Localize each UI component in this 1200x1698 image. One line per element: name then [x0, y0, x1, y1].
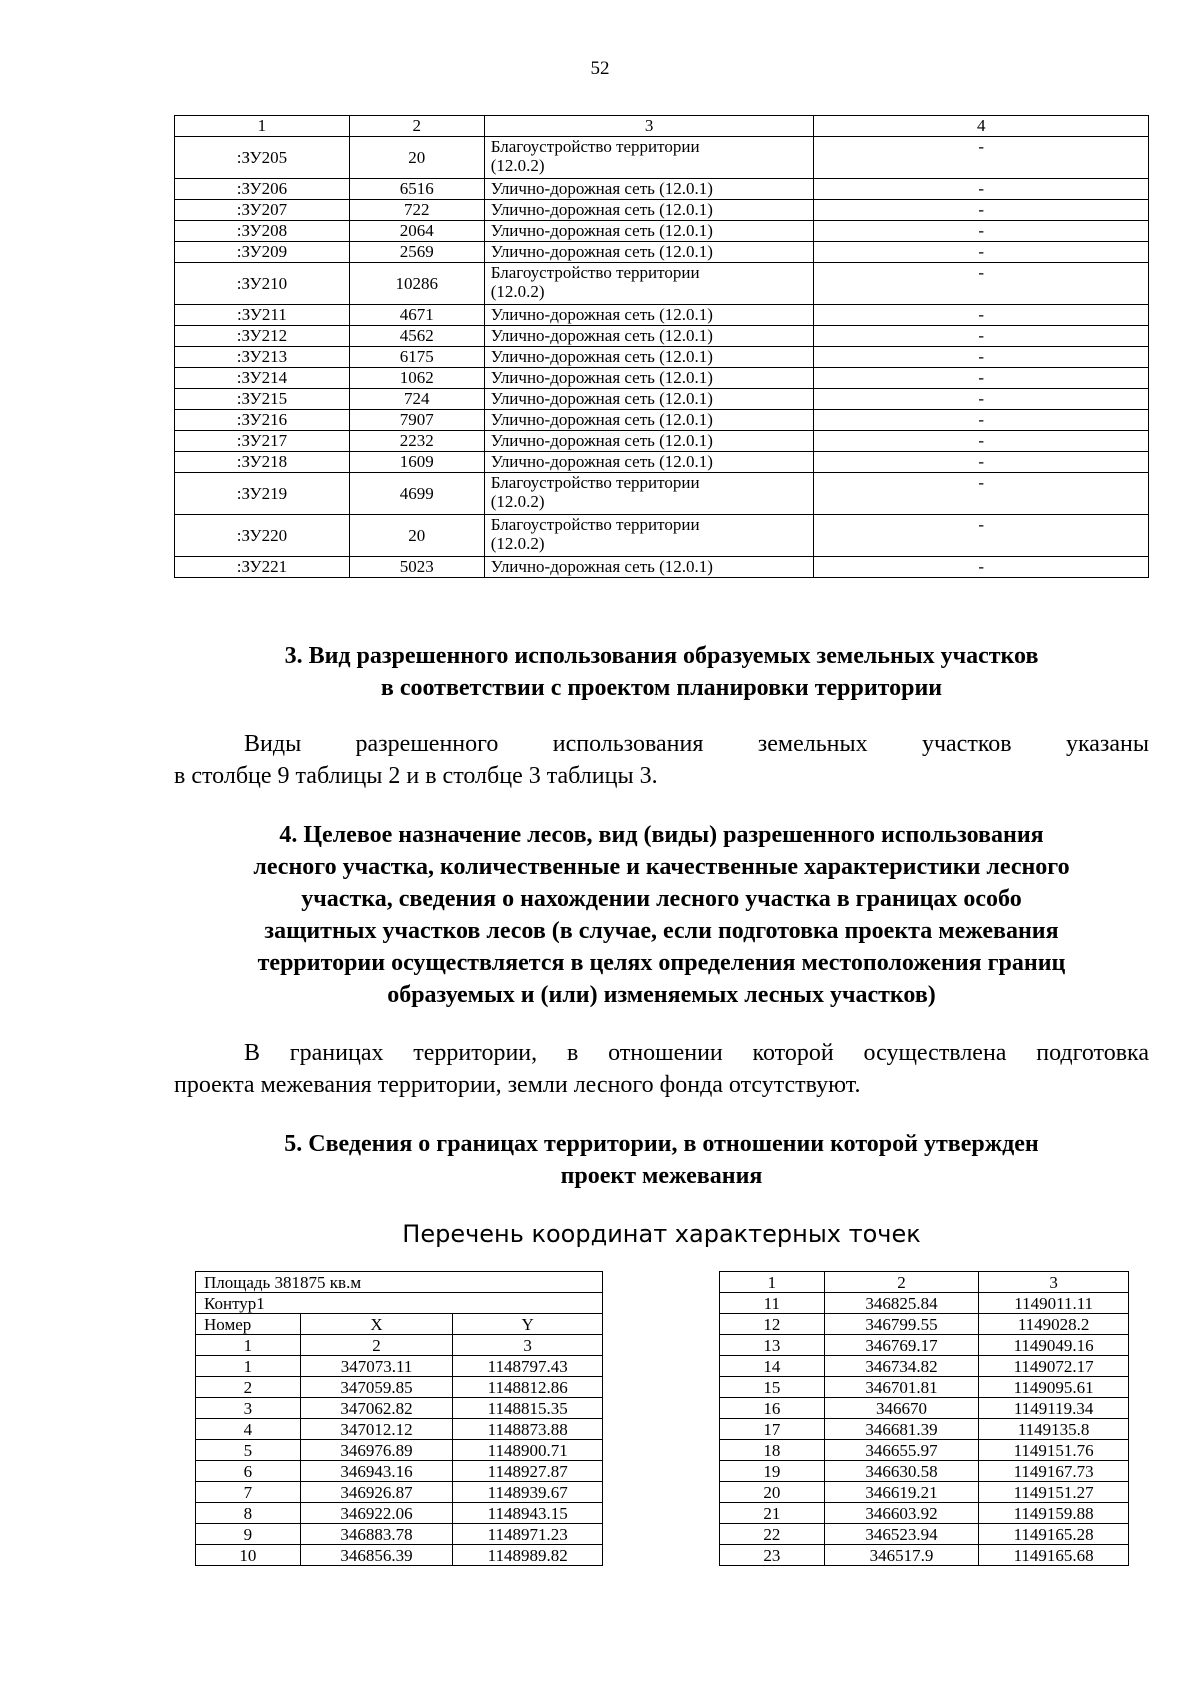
coordinate-row: [720, 1440, 1129, 1461]
table-row: [175, 389, 1149, 410]
coordinate-row: [196, 1398, 603, 1419]
table-row: [175, 347, 1149, 368]
col4-cell: -: [814, 515, 1149, 557]
plot-id-cell: :ЗУ220: [175, 515, 350, 557]
column-number-row: [196, 1335, 603, 1356]
plot-area-cell: 1609: [349, 452, 484, 473]
x-coordinate-cell: 346825.84: [824, 1293, 979, 1314]
permitted-use-line: Благоустройство территории: [490, 263, 700, 282]
permitted-use-cell: [484, 515, 814, 557]
coordinate-row: [720, 1356, 1129, 1377]
point-number-cell: 14: [720, 1356, 825, 1377]
heading-line: проект межевания: [560, 1163, 763, 1189]
column-number: 3: [453, 1335, 603, 1356]
x-coordinate-cell: 346670: [824, 1398, 979, 1419]
permitted-use-line: Улично-дорожная сеть (12.0.1): [490, 557, 713, 576]
plot-id-cell: :ЗУ214: [175, 368, 350, 389]
permitted-use-cell: [484, 200, 814, 221]
x-coordinate-cell: 346701.81: [824, 1377, 979, 1398]
plot-id-cell: :ЗУ221: [175, 557, 350, 578]
y-coordinate-cell: 1148939.67: [453, 1482, 603, 1503]
x-coordinate-cell: 346734.82: [824, 1356, 979, 1377]
point-number-cell: 16: [720, 1398, 825, 1419]
point-number-cell: 1: [196, 1356, 301, 1377]
column-label: Номер: [196, 1314, 301, 1335]
y-coordinate-cell: 1148943.15: [453, 1503, 603, 1524]
plot-id-cell: :ЗУ215: [175, 389, 350, 410]
y-coordinate-cell: 1149151.27: [979, 1482, 1129, 1503]
heading-line: образуемых и (или) изменяемых лесных участков): [387, 982, 936, 1008]
coordinate-row: [720, 1377, 1129, 1398]
x-coordinate-cell: 346976.89: [300, 1440, 453, 1461]
column-label-row: [196, 1314, 603, 1335]
permitted-use-line: Благоустройство территории: [490, 515, 700, 534]
table-row: [175, 326, 1149, 347]
table-row: [175, 179, 1149, 200]
permitted-use-line: (12.0.2): [490, 282, 545, 301]
point-number-cell: 3: [196, 1398, 301, 1419]
coordinate-row: [196, 1482, 603, 1503]
permitted-use-cell: [484, 473, 814, 515]
paragraph-line: в столбце 9 таблицы 2 и в столбце 3 таблицы 3.: [174, 763, 658, 789]
plot-area-cell: 4699: [349, 473, 484, 515]
col4-cell: -: [814, 452, 1149, 473]
permitted-use-cell: [484, 221, 814, 242]
plot-area-cell: 2569: [349, 242, 484, 263]
y-coordinate-cell: 1148971.23: [453, 1524, 603, 1545]
y-coordinate-cell: 1149159.88: [979, 1503, 1129, 1524]
table-row: [175, 410, 1149, 431]
y-coordinate-cell: 1148812.86: [453, 1377, 603, 1398]
x-coordinate-cell: 346517.9: [824, 1545, 979, 1566]
point-number-cell: 17: [720, 1419, 825, 1440]
x-coordinate-cell: 347073.11: [300, 1356, 453, 1377]
plot-id-cell: :ЗУ219: [175, 473, 350, 515]
coordinate-row: [720, 1482, 1129, 1503]
section3-paragraph: [174, 728, 1149, 792]
heading-line: 5. Сведения о границах территории, в отношении которой утвержден: [284, 1131, 1039, 1157]
permitted-use-cell: [484, 452, 814, 473]
point-number-cell: 18: [720, 1440, 825, 1461]
permitted-use-line: Улично-дорожная сеть (12.0.1): [490, 179, 713, 198]
point-number-cell: 6: [196, 1461, 301, 1482]
x-coordinate-cell: 346856.39: [300, 1545, 453, 1566]
x-coordinate-cell: 346926.87: [300, 1482, 453, 1503]
y-coordinate-cell: 1149135.8: [979, 1419, 1129, 1440]
column-number: 1: [720, 1272, 825, 1293]
heading-line: участка, сведения о нахождении лесного участка в границах особо: [301, 886, 1022, 912]
permitted-use-cell: [484, 263, 814, 305]
heading-line: 4. Целевое назначение лесов, вид (виды) разрешенного использования: [279, 822, 1044, 848]
y-coordinate-cell: 1149011.11: [979, 1293, 1129, 1314]
col4-cell: -: [814, 242, 1149, 263]
plot-area-cell: 724: [349, 389, 484, 410]
page-number: 52: [590, 58, 610, 79]
plot-id-cell: :ЗУ217: [175, 431, 350, 452]
plot-area-cell: 20: [349, 515, 484, 557]
col4-cell: -: [814, 557, 1149, 578]
y-coordinate-cell: 1148900.71: [453, 1440, 603, 1461]
x-coordinate-cell: 346883.78: [300, 1524, 453, 1545]
column-number: 2: [824, 1272, 979, 1293]
contour-label: Контур1: [196, 1293, 603, 1314]
point-number-cell: 22: [720, 1524, 825, 1545]
y-coordinate-cell: 1149095.61: [979, 1377, 1129, 1398]
permitted-use-cell: [484, 368, 814, 389]
y-coordinate-cell: 1149167.73: [979, 1461, 1129, 1482]
section5-heading: [174, 1128, 1149, 1192]
permitted-use-line: Улично-дорожная сеть (12.0.1): [490, 326, 713, 345]
point-number-cell: 13: [720, 1335, 825, 1356]
point-number-cell: 8: [196, 1503, 301, 1524]
table-row: [175, 557, 1149, 578]
plot-area-cell: 2232: [349, 431, 484, 452]
y-coordinate-cell: 1148873.88: [453, 1419, 603, 1440]
x-coordinate-cell: 346655.97: [824, 1440, 979, 1461]
col4-cell: -: [814, 473, 1149, 515]
point-number-cell: 4: [196, 1419, 301, 1440]
column-number-row: [720, 1272, 1129, 1293]
x-coordinate-cell: 347062.82: [300, 1398, 453, 1419]
x-coordinate-cell: 346922.06: [300, 1503, 453, 1524]
x-coordinate-cell: 346769.17: [824, 1335, 979, 1356]
x-coordinate-cell: 346799.55: [824, 1314, 979, 1335]
section4-heading: [174, 819, 1149, 1011]
y-coordinate-cell: 1149028.2: [979, 1314, 1129, 1335]
table-row: [175, 305, 1149, 326]
plot-area-cell: 2064: [349, 221, 484, 242]
plot-id-cell: :ЗУ211: [175, 305, 350, 326]
col4-cell: -: [814, 179, 1149, 200]
column-number: 3: [979, 1272, 1129, 1293]
table-row: [175, 515, 1149, 557]
coordinate-row: [720, 1524, 1129, 1545]
header-cell: 4: [814, 116, 1149, 137]
paragraph-line: проекта межевания территории, земли лесного фонда отсутствуют.: [174, 1072, 861, 1098]
table-row: [175, 263, 1149, 305]
plot-id-cell: :ЗУ216: [175, 410, 350, 431]
header-cell: 2: [349, 116, 484, 137]
column-label: Y: [453, 1314, 603, 1335]
point-number-cell: 19: [720, 1461, 825, 1482]
col4-cell: -: [814, 389, 1149, 410]
section4-paragraph: [174, 1037, 1149, 1101]
point-number-cell: 12: [720, 1314, 825, 1335]
plot-area-cell: 4671: [349, 305, 484, 326]
plot-id-cell: :ЗУ210: [175, 263, 350, 305]
permitted-use-line: Улично-дорожная сеть (12.0.1): [490, 431, 713, 450]
heading-line: 3. Вид разрешенного использования образуемых земельных участков: [284, 643, 1039, 669]
permitted-use-cell: [484, 179, 814, 200]
column-label: X: [300, 1314, 453, 1335]
permitted-use-line: Улично-дорожная сеть (12.0.1): [490, 368, 713, 387]
section3-heading: [174, 640, 1149, 704]
permitted-use-line: (12.0.2): [490, 156, 545, 175]
point-number-cell: 15: [720, 1377, 825, 1398]
paragraph-line: В границах территории, в отношении которой осуществлена подготовка: [244, 1040, 1149, 1066]
permitted-use-line: Улично-дорожная сеть (12.0.1): [490, 347, 713, 366]
y-coordinate-cell: 1148927.87: [453, 1461, 603, 1482]
plot-id-cell: :ЗУ207: [175, 200, 350, 221]
coordinate-row: [196, 1356, 603, 1377]
coordinate-row: [720, 1314, 1129, 1335]
x-coordinate-cell: 346630.58: [824, 1461, 979, 1482]
col4-cell: -: [814, 263, 1149, 305]
y-coordinate-cell: 1149151.76: [979, 1440, 1129, 1461]
permitted-use-cell: [484, 305, 814, 326]
permitted-use-line: Улично-дорожная сеть (12.0.1): [490, 221, 713, 240]
plot-id-cell: :ЗУ209: [175, 242, 350, 263]
y-coordinate-cell: 1148797.43: [453, 1356, 603, 1377]
table-row: [175, 137, 1149, 179]
coordinate-row: [196, 1545, 603, 1566]
plot-area-cell: 5023: [349, 557, 484, 578]
heading-line: защитных участков лесов (в случае, если подготовка проекта межевания: [264, 918, 1059, 944]
col4-cell: -: [814, 137, 1149, 179]
y-coordinate-cell: 1149072.17: [979, 1356, 1129, 1377]
y-coordinate-cell: 1148815.35: [453, 1398, 603, 1419]
y-coordinate-cell: 1149165.28: [979, 1524, 1129, 1545]
x-coordinate-cell: 347012.12: [300, 1419, 453, 1440]
table-row: [175, 368, 1149, 389]
land-plots-table: [174, 115, 1149, 578]
permitted-use-cell: [484, 410, 814, 431]
coordinates-table-left: [195, 1271, 603, 1566]
permitted-use-line: Улично-дорожная сеть (12.0.1): [490, 452, 713, 471]
plot-area-cell: 6175: [349, 347, 484, 368]
point-number-cell: 5: [196, 1440, 301, 1461]
coordinate-row: [720, 1293, 1129, 1314]
coordinate-row: [720, 1398, 1129, 1419]
permitted-use-line: Улично-дорожная сеть (12.0.1): [490, 200, 713, 219]
permitted-use-cell: [484, 347, 814, 368]
header-cell: 1: [175, 116, 350, 137]
col4-cell: -: [814, 347, 1149, 368]
col4-cell: -: [814, 221, 1149, 242]
x-coordinate-cell: 347059.85: [300, 1377, 453, 1398]
plot-area-cell: 7907: [349, 410, 484, 431]
col4-cell: -: [814, 410, 1149, 431]
plot-id-cell: :ЗУ213: [175, 347, 350, 368]
table-row: [175, 431, 1149, 452]
header-cell: 3: [484, 116, 814, 137]
heading-line: в соответствии с проектом планировки территории: [380, 675, 943, 701]
point-number-cell: 2: [196, 1377, 301, 1398]
table-header-row: [175, 116, 1149, 137]
permitted-use-line: Улично-дорожная сеть (12.0.1): [490, 389, 713, 408]
coordinate-row: [196, 1377, 603, 1398]
coordinate-row: [720, 1335, 1129, 1356]
coordinate-row: [196, 1524, 603, 1545]
coordinates-caption: Перечень координат характерных точек: [402, 1220, 921, 1248]
table-row: [175, 221, 1149, 242]
plot-area-cell: 4562: [349, 326, 484, 347]
x-coordinate-cell: 346943.16: [300, 1461, 453, 1482]
col4-cell: -: [814, 200, 1149, 221]
point-number-cell: 21: [720, 1503, 825, 1524]
paragraph-line: Виды разрешенного использования земельных участков указаны: [244, 731, 1149, 757]
coordinates-table-right: [719, 1271, 1129, 1566]
column-number: 1: [196, 1335, 301, 1356]
col4-cell: -: [814, 305, 1149, 326]
coordinate-row: [720, 1503, 1129, 1524]
permitted-use-cell: [484, 389, 814, 410]
heading-line: территории осуществляется в целях определения местоположения границ: [257, 950, 1066, 976]
x-coordinate-cell: 346603.92: [824, 1503, 979, 1524]
coordinate-row: [196, 1440, 603, 1461]
plot-area-cell: 10286: [349, 263, 484, 305]
table-row: [175, 452, 1149, 473]
permitted-use-line: Улично-дорожная сеть (12.0.1): [490, 242, 713, 261]
plot-area-cell: 722: [349, 200, 484, 221]
coordinate-row: [196, 1503, 603, 1524]
permitted-use-cell: [484, 557, 814, 578]
permitted-use-cell: [484, 242, 814, 263]
plot-id-cell: :ЗУ212: [175, 326, 350, 347]
permitted-use-line: Улично-дорожная сеть (12.0.1): [490, 410, 713, 429]
plot-area-cell: 20: [349, 137, 484, 179]
y-coordinate-cell: 1149165.68: [979, 1545, 1129, 1566]
y-coordinate-cell: 1149049.16: [979, 1335, 1129, 1356]
point-number-cell: 10: [196, 1545, 301, 1566]
plot-id-cell: :ЗУ205: [175, 137, 350, 179]
plot-area-cell: 6516: [349, 179, 484, 200]
coordinate-row: [720, 1419, 1129, 1440]
permitted-use-cell: [484, 137, 814, 179]
permitted-use-line: Благоустройство территории: [490, 473, 700, 492]
y-coordinate-cell: 1149119.34: [979, 1398, 1129, 1419]
coordinate-row: [720, 1545, 1129, 1566]
coordinate-row: [196, 1419, 603, 1440]
table-row: [175, 242, 1149, 263]
permitted-use-line: Благоустройство территории: [490, 137, 700, 156]
point-number-cell: 23: [720, 1545, 825, 1566]
col4-cell: -: [814, 431, 1149, 452]
area-row: [196, 1272, 603, 1293]
column-number: 2: [300, 1335, 453, 1356]
point-number-cell: 9: [196, 1524, 301, 1545]
heading-line: лесного участка, количественные и качественные характеристики лесного: [253, 854, 1070, 880]
plot-id-cell: :ЗУ206: [175, 179, 350, 200]
point-number-cell: 20: [720, 1482, 825, 1503]
permitted-use-line: (12.0.2): [490, 492, 545, 511]
col4-cell: -: [814, 326, 1149, 347]
contour-row: [196, 1293, 603, 1314]
table-row: [175, 473, 1149, 515]
table-row: [175, 200, 1149, 221]
x-coordinate-cell: 346681.39: [824, 1419, 979, 1440]
permitted-use-line: (12.0.2): [490, 534, 545, 553]
permitted-use-cell: [484, 431, 814, 452]
y-coordinate-cell: 1148989.82: [453, 1545, 603, 1566]
coordinate-row: [196, 1461, 603, 1482]
coordinate-row: [720, 1461, 1129, 1482]
x-coordinate-cell: 346523.94: [824, 1524, 979, 1545]
area-label: Площадь 381875 кв.м: [196, 1272, 603, 1293]
col4-cell: -: [814, 368, 1149, 389]
permitted-use-line: Улично-дорожная сеть (12.0.1): [490, 305, 713, 324]
permitted-use-cell: [484, 326, 814, 347]
plot-area-cell: 1062: [349, 368, 484, 389]
point-number-cell: 11: [720, 1293, 825, 1314]
plot-id-cell: :ЗУ218: [175, 452, 350, 473]
x-coordinate-cell: 346619.21: [824, 1482, 979, 1503]
plot-id-cell: :ЗУ208: [175, 221, 350, 242]
point-number-cell: 7: [196, 1482, 301, 1503]
